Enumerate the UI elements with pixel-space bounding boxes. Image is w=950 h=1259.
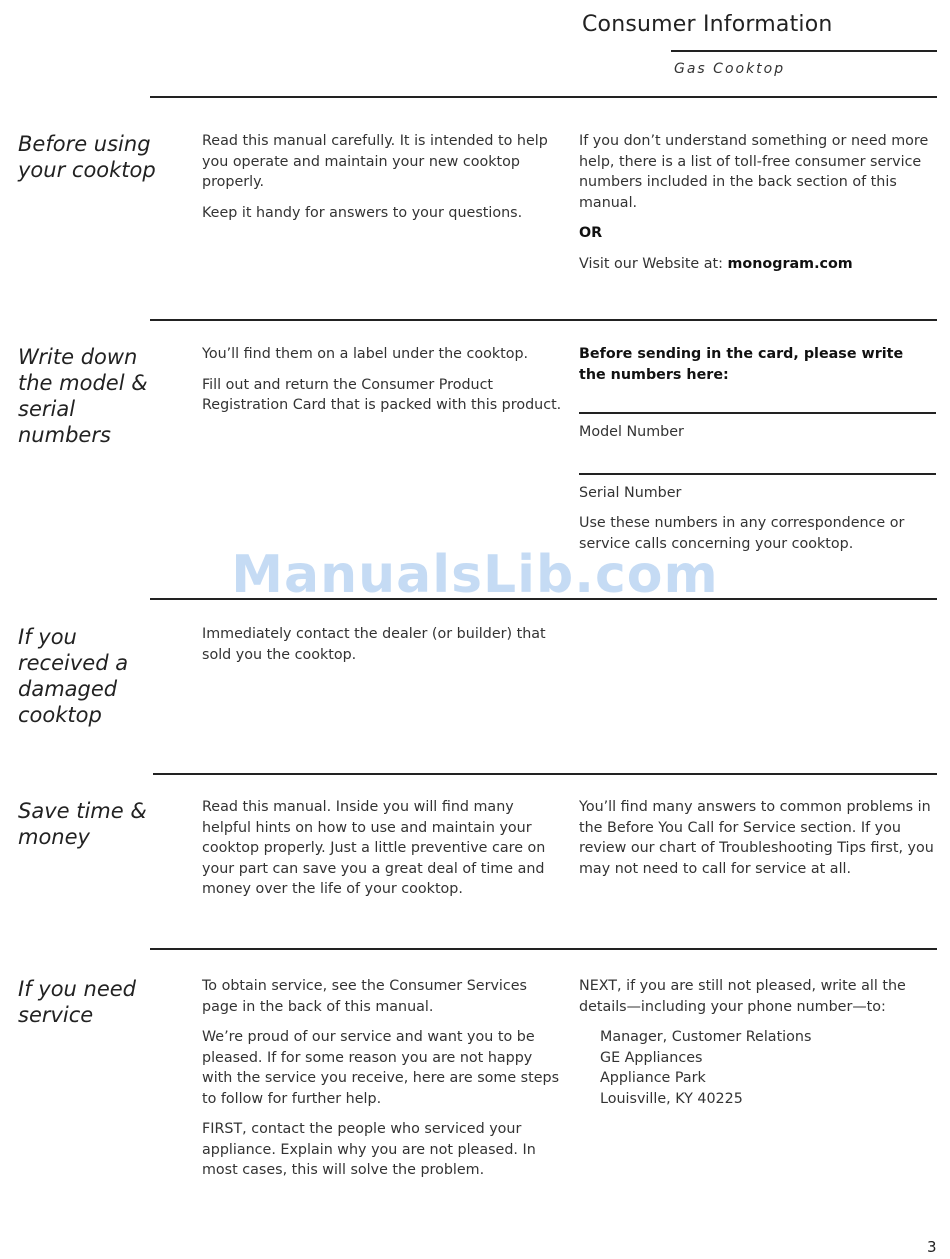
- paragraph: To obtain service, see the Consumer Services page in the back of this manual.: [202, 978, 527, 1015]
- paragraph: Fill out and return the Consumer Product Registration Card that is packed with this product.: [202, 376, 562, 413]
- section-divider: [150, 598, 937, 600]
- paragraph: Read this manual. Inside you will find many helpful hints on how to use and maintain your cooktop properly. Just a little preventive care on your part can save you a great deal of time and money over the life of your cooktop.: [202, 799, 546, 897]
- model-number-label: Model Number: [579, 424, 684, 440]
- paragraph: FIRST, contact the people who serviced your appliance. Explain why you are not pleased. In most cases, this will solve the problem.: [202, 1121, 536, 1178]
- address-line: Appliance Park: [600, 1070, 706, 1086]
- section-divider: [150, 319, 937, 321]
- write-down-col1: [202, 344, 564, 426]
- section-divider: [153, 773, 937, 775]
- paragraph: Read this manual carefully. It is intended to help you operate and maintain your new cooktop properly.: [202, 133, 548, 190]
- section-title-need-service: If you need service: [18, 977, 137, 1027]
- section-title-save-time: Save time & money: [18, 799, 147, 849]
- address-line: GE Appliances: [600, 1049, 703, 1066]
- paragraph: You’ll find them on a label under the cooktop.: [202, 346, 529, 362]
- paragraph: Use these numbers in any correspondence or service calls concerning your cooktop.: [579, 515, 905, 552]
- section-title-before-using: Before using your cooktop: [18, 132, 156, 182]
- need-service-col2: [579, 976, 934, 1109]
- damaged-col1: [202, 624, 564, 675]
- write-down-col2: [579, 344, 934, 564]
- section-divider: [150, 948, 937, 950]
- website-line: [579, 254, 934, 275]
- address-line: Louisville, KY 40225: [600, 1090, 743, 1107]
- serial-number-line[interactable]: [579, 473, 936, 475]
- section-title-damaged: If you received a damaged cooktop: [18, 625, 129, 727]
- website-link[interactable]: monogram.com: [727, 255, 853, 272]
- serial-number-label: Serial Number: [579, 484, 682, 501]
- watermark: ManualsLib.com: [231, 545, 719, 605]
- website-prefix: Visit our Website at:: [579, 255, 728, 272]
- page-header-title: Consumer Information: [582, 12, 833, 37]
- save-time-col1: [202, 797, 564, 910]
- model-number-line[interactable]: [579, 412, 936, 414]
- mailing-address: [579, 1027, 934, 1109]
- before-using-col2: [579, 131, 934, 284]
- section-divider: [150, 96, 937, 98]
- need-service-col1: [202, 976, 564, 1191]
- header-rule: [671, 50, 937, 52]
- address-line: Manager, Customer Relations: [600, 1029, 812, 1045]
- paragraph: Immediately contact the dealer (or builder) that sold you the cooktop.: [202, 626, 546, 663]
- or-label: OR: [579, 225, 603, 241]
- paragraph: NEXT, if you are still not pleased, write all the details—including your phone number—to:: [579, 978, 906, 1015]
- paragraph: We’re proud of our service and want you to be pleased. If for some reason you are not happy with the service you receive, here are some steps to follow for further help.: [202, 1029, 560, 1107]
- page-number: 3: [927, 1238, 937, 1256]
- card-heading: Before sending in the card, please write the numbers here:: [579, 346, 904, 383]
- paragraph: You’ll find many answers to common problems in the Before You Call for Service section. If you review our chart of Troubleshooting Tips first, you may not need to call for service at all.: [579, 799, 934, 877]
- paragraph: Keep it handy for answers to your questions.: [202, 204, 523, 221]
- section-title-write-down: Write down the model & serial numbers: [18, 345, 148, 447]
- page-header-subtitle: Gas Cooktop: [674, 61, 786, 77]
- paragraph: If you don’t understand something or need more help, there is a list of toll-free consumer service numbers included in the back section of this manual.: [579, 133, 929, 211]
- save-time-col2: [579, 797, 934, 889]
- before-using-col1: [202, 131, 564, 233]
